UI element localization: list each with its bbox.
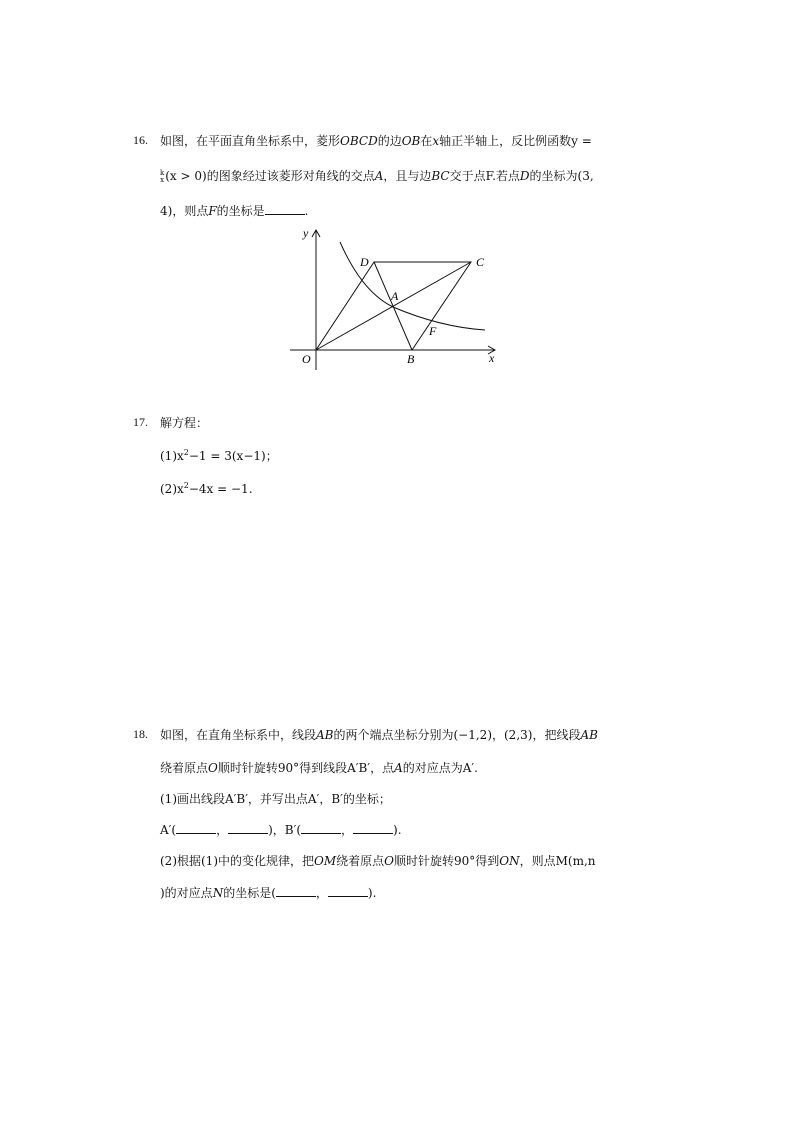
answer-blank[interactable] (228, 822, 268, 834)
question-title: 解方程： (160, 416, 209, 430)
rhombus-figure (290, 222, 505, 372)
question-number: 17. (133, 415, 148, 429)
label-d: D (360, 255, 369, 269)
diagonal-db (374, 262, 412, 350)
answer-blank[interactable] (301, 822, 341, 834)
question-number: 16. (133, 133, 148, 147)
question-number: 18. (133, 727, 148, 741)
answer-blank[interactable] (276, 885, 316, 897)
label-o: O (302, 352, 311, 366)
answer-blank[interactable] (328, 885, 368, 897)
answer-blank[interactable] (265, 203, 305, 215)
answer-blank[interactable] (353, 822, 393, 834)
label-a: A (391, 289, 399, 303)
label-y: y (303, 226, 309, 240)
question-text-line: 如图，在平面直角坐标系中，菱形OBCD的边OB在x轴正半轴上，反比例函数y = (160, 134, 592, 148)
question-text-line: k x (x > 0)的图象经过该菱形对角线的交点A，且与边BC交于点F.若点D的坐标为(3, (160, 168, 594, 184)
label-c: C (476, 255, 485, 269)
question-text-line: (1)画出线段A′B′，并写出点A′，B′的坐标； (160, 792, 391, 806)
fraction: k x (160, 168, 165, 184)
question-text-line: 绕着原点O顺时针旋转90°得到线段A′B′，点A的对应点为A′. (160, 761, 478, 775)
label-f: F (429, 324, 437, 338)
label-b: B (407, 352, 415, 366)
label-x: x (489, 351, 495, 365)
equation-1: $(1)x^2-1 = 3(x-1)$； (160, 448, 278, 463)
answer-blank[interactable] (176, 822, 216, 834)
question-text-line: 4)，则点F的坐标是 . (160, 204, 309, 218)
question-text-line: )的对应点N的坐标是( ， ). (160, 886, 377, 900)
answer-line: A′( ， )，B′( ， ). (160, 823, 402, 837)
question-text-line: 如图，在直角坐标系中，线段AB的两个端点坐标分别为(−1,2)，(2,3)，把线段AB (160, 728, 598, 742)
equation-2: $(2)x^2-4x = -1$. (160, 481, 253, 496)
question-text-line: (2)根据(1)中的变化规律，把OM绕着原点O顺时针旋转90°得到ON，则点M(m,n (160, 854, 596, 868)
